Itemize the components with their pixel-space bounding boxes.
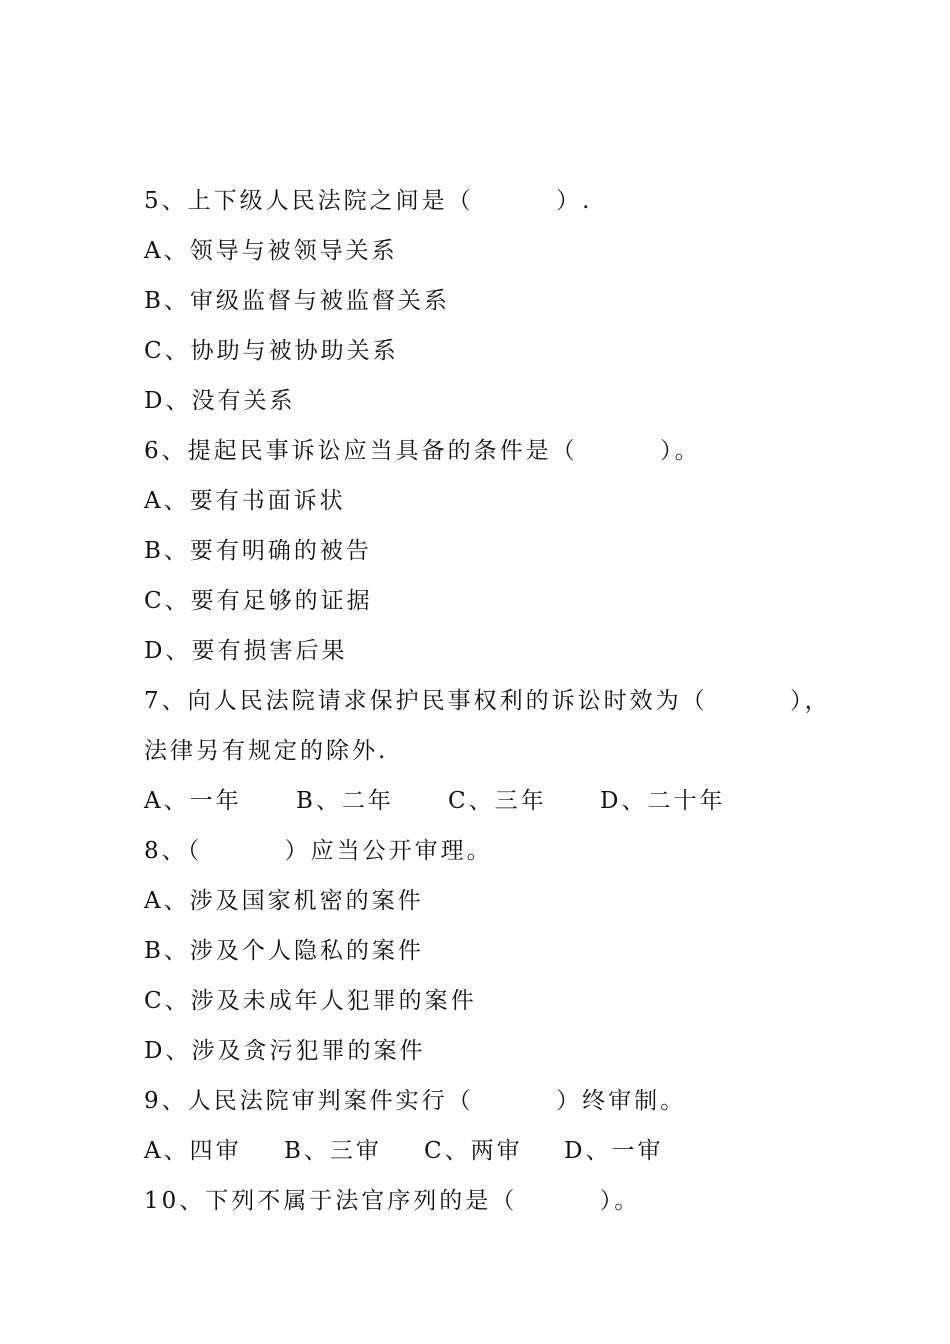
question-6-option-d: D、要有损害后果	[144, 638, 348, 664]
question-9-option-b: B、三审	[284, 1138, 382, 1164]
question-9-option-a: A、四审	[144, 1138, 242, 1164]
question-9-stem: 9、人民法院审判案件实行（ ）终审制。	[144, 1088, 687, 1114]
question-5-option-b: B、审级监督与被监督关系	[144, 288, 450, 314]
question-7-stem-line2: 法律另有规定的除外.	[144, 738, 389, 764]
question-7-option-c: C、三年	[448, 788, 547, 814]
question-9-options	[144, 1126, 824, 1176]
question-7-options	[144, 776, 824, 826]
question-6-stem: 6、提起民事诉讼应当具备的条件是（ ）。	[144, 438, 701, 464]
question-8-option-d: D、涉及贪污犯罪的案件	[144, 1038, 426, 1064]
question-7-stem-line1: 7、向人民法院请求保护民事权利的诉讼时效为（ ），	[144, 688, 831, 714]
question-5-option-a: A、领导与被领导关系	[144, 238, 398, 264]
question-8-stem: 8、（ ）应当公开审理。	[144, 838, 493, 864]
question-8-option-a: A、涉及国家机密的案件	[144, 888, 424, 914]
question-7-option-a: A、一年	[144, 788, 242, 814]
question-list	[144, 176, 831, 1226]
question-6-option-c: C、要有足够的证据	[144, 588, 373, 614]
question-5-option-d: D、没有关系	[144, 388, 296, 414]
question-5-option-c: C、协助与被协助关系	[144, 338, 399, 364]
question-7-option-d: D、二十年	[600, 788, 726, 814]
question-9-option-c: C、两审	[424, 1138, 523, 1164]
question-10-stem: 10、下列不属于法官序列的是（ ）。	[144, 1188, 641, 1214]
question-9-option-d: D、一审	[564, 1138, 664, 1164]
question-5-stem: 5、上下级人民法院之间是（ ）.	[144, 188, 593, 214]
question-6-option-a: A、要有书面诉状	[144, 488, 346, 514]
question-7-option-b: B、二年	[296, 788, 394, 814]
question-8-option-b: B、涉及个人隐私的案件	[144, 938, 424, 964]
question-8-option-c: C、涉及未成年人犯罪的案件	[144, 988, 477, 1014]
question-6-option-b: B、要有明确的被告	[144, 538, 372, 564]
